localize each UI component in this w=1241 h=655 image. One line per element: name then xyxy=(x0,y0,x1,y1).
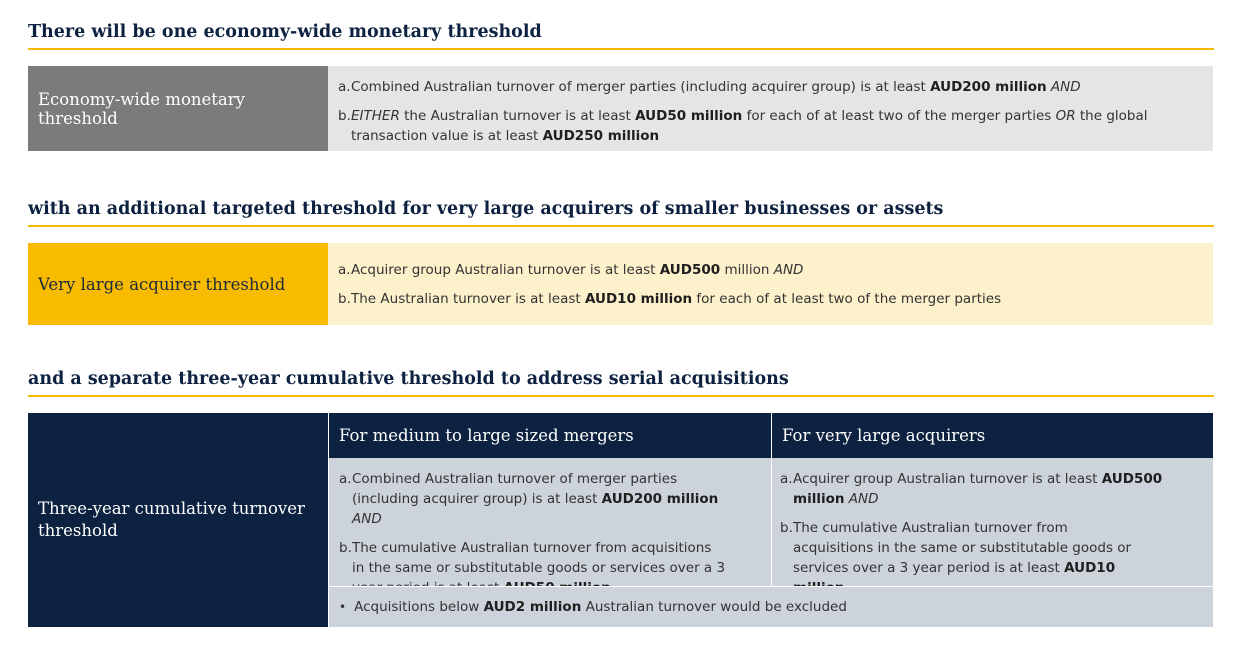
criterion-amount: AUD200 million xyxy=(930,79,1047,95)
criterion-amount: AUD200 million xyxy=(601,491,719,507)
section-heading-very-large-acquirer: with an additional targeted threshold for very large acquirers of smaller businesses or assets xyxy=(28,199,1214,227)
exclusion-note xyxy=(328,586,1213,627)
criterion-amount: AUD500 xyxy=(659,262,721,278)
criterion-conjunction: OR xyxy=(1055,108,1076,124)
criterion-text-part: for each of at least two of the merger parties xyxy=(742,108,1056,124)
note-text-part: Acquisitions below xyxy=(354,599,484,615)
criterion-amount: AUD50 million xyxy=(635,108,743,124)
criterion-marker: b. xyxy=(339,540,352,556)
criterion-a xyxy=(338,77,1203,97)
medium-large-mergers-criteria xyxy=(328,458,771,586)
criterion-marker: b. xyxy=(338,291,351,307)
criterion-conjunction: AND xyxy=(844,491,879,507)
note-text-part: Australian turnover would be excluded xyxy=(581,599,847,615)
economy-wide-threshold-label: Economy-wide monetary threshold xyxy=(28,66,328,151)
note-amount: AUD2 million xyxy=(483,599,582,615)
criterion-text xyxy=(351,77,1203,97)
criterion-text xyxy=(351,106,1203,146)
column-header-medium-large-mergers: For medium to large sized mergers xyxy=(328,413,771,458)
criterion-amount: AUD10 xyxy=(1064,560,1116,576)
very-large-acquirers-criteria xyxy=(771,458,1213,586)
criterion-b xyxy=(338,289,1203,309)
very-large-acquirer-label: Very large acquirer threshold xyxy=(28,243,328,325)
criterion-text xyxy=(351,260,1203,280)
criterion-text-part: Combined Australian turnover of merger parties (including acquirer group) is at least xyxy=(352,471,678,507)
criterion-text-part: for each of at least two of the merger parties xyxy=(692,291,1002,307)
criterion-text-part: The Australian turnover is at least xyxy=(351,291,585,307)
criterion-text-part: The cumulative Australian turnover from acquisitions in the same or substitutable goods or services over a 3 year period is at least xyxy=(793,520,1132,576)
economy-wide-threshold-row xyxy=(28,66,1213,151)
criterion-text xyxy=(793,469,1203,509)
criterion-text xyxy=(352,469,727,529)
criterion-b xyxy=(338,106,1203,146)
criterion-text-part: the global transaction value is at least xyxy=(351,108,1148,144)
criterion-text-part: million xyxy=(720,262,774,278)
criterion-marker: b. xyxy=(780,520,793,536)
criterion-text-part: Combined Australian turnover of merger parties (including acquirer group) is at least xyxy=(351,79,931,95)
criterion-amount: AUD250 million xyxy=(542,128,660,144)
criterion-marker: a. xyxy=(338,79,351,95)
criterion-text-part: Acquirer group Australian turnover is at least xyxy=(793,471,1102,487)
criterion-marker: b. xyxy=(338,108,351,124)
criterion-marker: a. xyxy=(338,262,351,278)
very-large-acquirer-row xyxy=(28,243,1213,325)
criterion-conjunction: EITHER xyxy=(351,108,400,124)
exclusion-note-text xyxy=(354,599,847,615)
bullet-icon: • xyxy=(339,600,347,614)
section-heading-economy-wide: There will be one economy-wide monetary threshold xyxy=(28,22,1214,50)
criterion-a xyxy=(338,260,1203,280)
criterion-marker: a. xyxy=(780,471,793,487)
criterion-marker: a. xyxy=(339,471,352,487)
criterion-conjunction: AND xyxy=(773,262,804,278)
criterion-amount: AUD10 million xyxy=(584,291,693,307)
criterion-a xyxy=(780,469,1203,509)
cumulative-threshold-label: Three-year cumulative turnover threshold xyxy=(28,413,328,627)
criterion-text xyxy=(351,289,1203,309)
criterion-text-part: Acquirer group Australian turnover is at least xyxy=(351,262,660,278)
criterion-a xyxy=(339,469,761,529)
criterion-conjunction: AND xyxy=(1046,79,1081,95)
section-heading-cumulative: and a separate three-year cumulative threshold to address serial acquisitions xyxy=(28,369,1214,397)
criterion-text-part: The cumulative Australian turnover from acquisitions in the same or substitutable goods or services over a 3 xyxy=(352,540,726,576)
column-header-very-large-acquirers: For very large acquirers xyxy=(771,413,1213,458)
criterion-amount: AUD500 million xyxy=(793,471,1163,507)
economy-wide-threshold-criteria xyxy=(328,66,1213,151)
cumulative-threshold-table xyxy=(28,413,1213,627)
criterion-text-part: the Australian turnover is at least xyxy=(399,108,636,124)
criterion-conjunction: AND xyxy=(352,511,382,527)
very-large-acquirer-criteria xyxy=(328,243,1213,325)
